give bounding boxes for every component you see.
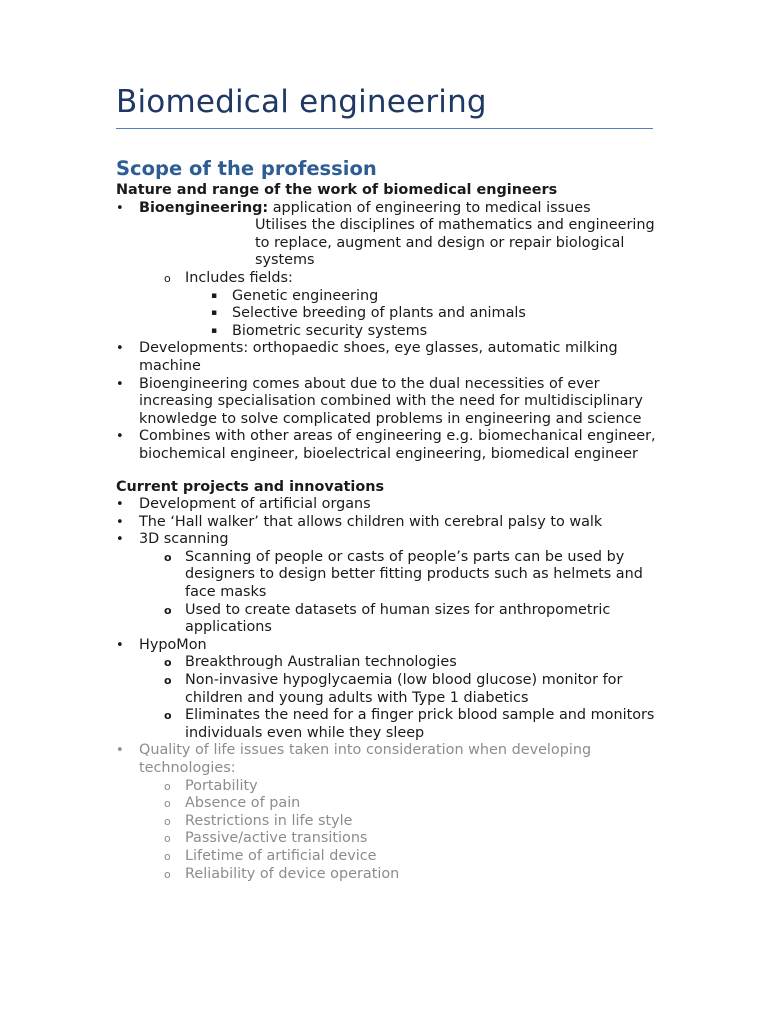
list-item-quality-detail — [116, 866, 656, 884]
bullet-marker: • — [116, 429, 124, 445]
field-label: Biometric security systems — [232, 322, 428, 339]
list-item-quality-detail — [116, 778, 656, 796]
subheading-projects: Current projects and innovations — [116, 478, 385, 495]
list-item-text: Portability — [185, 777, 258, 794]
list-item-quality-detail — [116, 795, 656, 813]
list-item-text: Passive/active transitions — [185, 830, 368, 847]
list-item-scanning-detail — [116, 602, 656, 637]
square-marker: ▪ — [211, 290, 218, 301]
list-item-combines — [116, 428, 656, 463]
list-item-text: Combines with other areas of engineering e.g. biomechanical engineer, biochemical engineer, bioelectrical engineering, biomedical engineer — [139, 428, 656, 462]
circle-marker: o — [164, 867, 171, 881]
list-item-text: Absence of pain — [185, 795, 301, 812]
title-underline — [116, 128, 653, 129]
list-item-bioengineering — [116, 200, 656, 218]
list-item-field — [116, 323, 656, 341]
circle-marker: o — [164, 849, 171, 863]
list-item-text: Lifetime of artificial device — [185, 847, 377, 864]
circle-marker: o — [164, 779, 171, 793]
list-item-text: The ‘Hall walker’ that allows children with cerebral palsy to walk — [139, 513, 603, 530]
subheading-nature-range: Nature and range of the work of biomedical engineers — [116, 182, 558, 198]
list-item-quality-detail — [116, 813, 656, 831]
bullet-marker: • — [116, 497, 124, 513]
includes-fields-label: Includes fields: — [185, 269, 293, 286]
bullet-marker: • — [116, 200, 124, 216]
field-label: Selective breeding of plants and animals — [232, 305, 526, 322]
list-item-text: Used to create datasets of human sizes for anthropometric applications — [185, 601, 611, 636]
circle-marker: o — [164, 271, 171, 285]
list-item-artificial-organs — [116, 496, 656, 514]
circle-marker: o — [164, 814, 171, 828]
bioengineering-detail: Utilises the disciplines of mathematics and engineering to replace, augment and design or repair biological systems — [255, 217, 655, 269]
projects-list — [116, 496, 656, 883]
list-item-hypomon-detail — [116, 672, 656, 707]
circle-marker: o — [164, 674, 172, 688]
list-item-text: Non-invasive hypoglycaemia (low blood glucose) monitor for children and young adults with Type 1 diabetics — [185, 672, 623, 706]
list-item-text: 3D scanning — [139, 531, 229, 548]
field-label: Genetic engineering — [232, 287, 379, 304]
circle-marker: o — [164, 709, 172, 723]
list-item-text: HypoMon — [139, 636, 207, 653]
circle-marker: o — [164, 656, 172, 670]
list-item-field — [116, 305, 656, 323]
list-item-hypomon-detail — [116, 654, 656, 672]
list-item-text: Bioengineering comes about due to the dual necessities of ever increasing specialisation combined with the need for multidisciplinary knowledge to solve complicated problems in engineering and science — [139, 375, 643, 427]
definition-bioengineering: application of engineering to medical issues — [268, 199, 591, 216]
list-item-hypomon-detail — [116, 707, 656, 742]
list-item-dual-necessities — [116, 376, 656, 429]
square-marker: ▪ — [211, 325, 218, 336]
document-body — [116, 156, 656, 883]
circle-marker: o — [164, 603, 172, 617]
list-item-3d-scanning — [116, 531, 656, 549]
list-item-text: Eliminates the need for a finger prick blood sample and monitors individuals even while they sleep — [185, 707, 655, 741]
list-item-text: Restrictions in life style — [185, 812, 353, 829]
list-item-text: Developments: orthopaedic shoes, eye glasses, automatic milking machine — [139, 340, 618, 374]
page-title: Biomedical engineering — [116, 84, 487, 120]
nature-range-list — [116, 200, 656, 464]
bullet-marker: • — [116, 341, 124, 357]
list-item-quality-detail — [116, 848, 656, 866]
bullet-marker: • — [116, 532, 124, 548]
term-bioengineering: Bioengineering: — [139, 199, 269, 216]
list-item-field — [116, 288, 656, 306]
list-item-scanning-detail — [116, 549, 656, 602]
list-item-text: Scanning of people or casts of people’s parts can be used by designers to design better fitting products such as helmets and face masks — [185, 548, 643, 601]
list-item-text: Development of artificial organs — [139, 496, 371, 513]
list-item-text: Reliability of device operation — [185, 865, 400, 882]
list-item-developments — [116, 340, 656, 375]
list-item-quality-of-life — [116, 742, 656, 777]
list-item-includes-fields — [116, 270, 656, 288]
bullet-marker: • — [116, 514, 124, 530]
list-item-text: Breakthrough Australian technologies — [185, 654, 457, 671]
bullet-marker: • — [116, 637, 124, 653]
list-item-hypomon — [116, 637, 656, 655]
bullet-marker: • — [116, 376, 124, 392]
square-marker: ▪ — [211, 308, 218, 319]
paragraph-spacer — [116, 464, 656, 479]
list-item-hall-walker — [116, 514, 656, 532]
circle-marker: o — [164, 797, 171, 811]
list-item-text: Quality of life issues taken into consideration when developing technologies: — [139, 742, 592, 776]
list-item-quality-detail — [116, 830, 656, 848]
circle-marker: o — [164, 832, 171, 846]
section-heading: Scope of the profession — [116, 157, 377, 180]
circle-marker: o — [164, 550, 172, 564]
bullet-marker: • — [116, 743, 124, 759]
